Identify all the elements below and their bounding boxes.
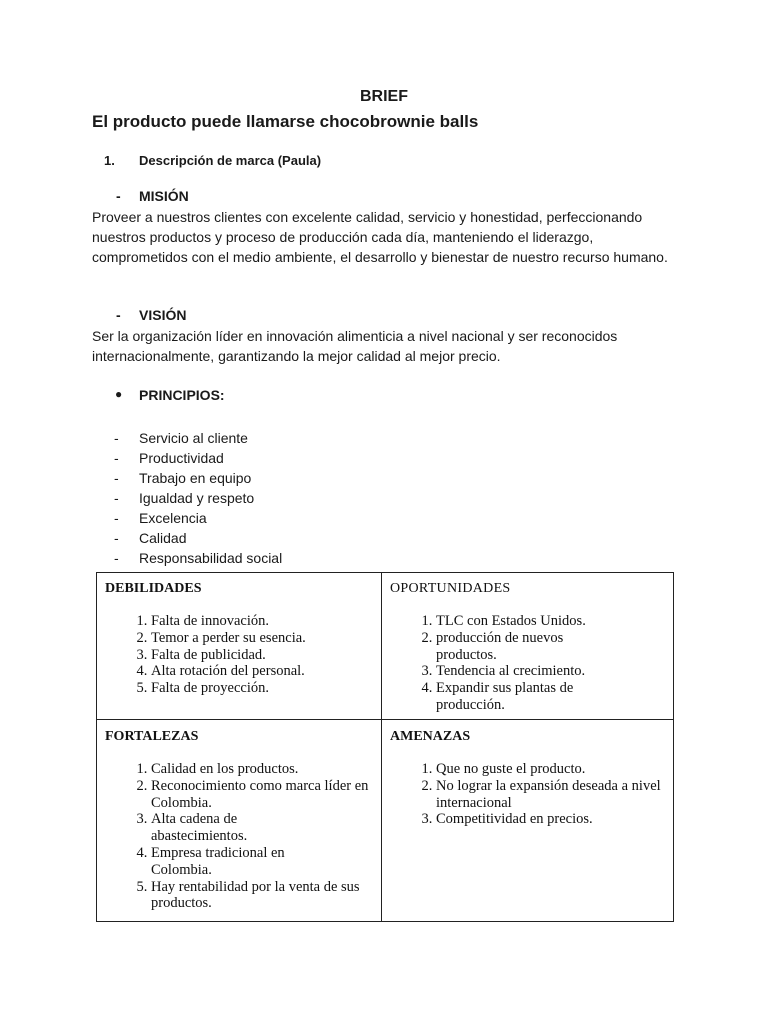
list-item: 2. producción de nuevos productos. (436, 630, 566, 664)
list-item: 3. Competitividad en precios. (436, 811, 666, 828)
section-number: 1. (104, 153, 115, 168)
list-item: 4. Empresa tradicional en Colombia. (151, 845, 331, 879)
fortalezas-heading: FORTALEZAS (105, 729, 199, 744)
amenazas-list (390, 761, 666, 828)
principios-bullet-icon: ● (115, 387, 123, 401)
list-item: - Excelencia (114, 510, 207, 526)
list-item: - Igualdad y respeto (114, 490, 255, 506)
list-item: 1. TLC con Estados Unidos. (436, 613, 666, 630)
swot-table (96, 572, 674, 922)
amenazas-heading: AMENAZAS (390, 729, 471, 744)
list-item: - Servicio al cliente (114, 430, 248, 446)
oportunidades-heading: OPORTUNIDADES (390, 581, 511, 596)
table-divider (97, 719, 673, 720)
debilidades-heading: DEBILIDADES (105, 581, 202, 596)
list-item: 2. No lograr la expansión deseada a nivel internacional (436, 778, 661, 812)
fortalezas-list (105, 761, 373, 912)
vision-marker: - (116, 307, 121, 323)
list-item: 5. Falta de proyección. (151, 680, 373, 697)
list-item: - Productividad (114, 450, 224, 466)
list-item: 1. Falta de innovación. (151, 613, 373, 630)
list-item: 4. Expandir sus plantas de producción. (436, 680, 616, 714)
vision-text: Ser la organización líder en innovación alimenticia a nivel nacional y ser reconocidos internacionalmente, garantizando la mejor calidad al mejor precio. (92, 328, 618, 364)
list-item: - Responsabilidad social (114, 550, 283, 566)
list-item: - Calidad (114, 530, 187, 546)
list-item: 1. Calidad en los productos. (151, 761, 373, 778)
principios-list (114, 428, 282, 568)
section-heading: Descripción de marca (Paula) (139, 153, 322, 168)
debilidades-list (105, 613, 373, 697)
document-title: BRIEF (360, 88, 408, 105)
swot-amenazas-cell (382, 721, 674, 828)
mision-marker: - (116, 188, 121, 204)
oportunidades-list (390, 613, 666, 714)
list-item: 4. Alta rotación del personal. (151, 663, 373, 680)
list-item: - Trabajo en equipo (114, 470, 252, 486)
list-item: 2. Reconocimiento como marca líder en Colombia. (151, 778, 371, 812)
list-item: 3. Alta cadena de abastecimientos. (151, 811, 301, 845)
swot-debilidades-cell (97, 573, 381, 697)
list-item: 2. Temor a perder su esencia. (151, 630, 373, 647)
mision-heading: MISIÓN (139, 188, 189, 204)
swot-oportunidades-cell (382, 573, 674, 714)
document-subtitle: El producto puede llamarse chocobrownie balls (92, 112, 479, 131)
vision-heading: VISIÓN (139, 307, 187, 323)
list-item: 3. Falta de publicidad. (151, 647, 373, 664)
swot-fortalezas-cell (97, 721, 381, 912)
list-item: 1. Que no guste el producto. (436, 761, 666, 778)
list-item: 3. Tendencia al crecimiento. (436, 663, 666, 680)
mision-text: Proveer a nuestros clientes con excelente calidad, servicio y honestidad, perfeccionando nuestros productos y proceso de producción cada día, manteniendo el liderazgo, comprometidos con el medio ambiente, el desarrollo y bienestar de nuestro recurso humano. (92, 209, 668, 265)
list-item: 5. Hay rentabilidad por la venta de sus productos. (151, 879, 376, 913)
principios-heading: PRINCIPIOS: (139, 387, 225, 403)
